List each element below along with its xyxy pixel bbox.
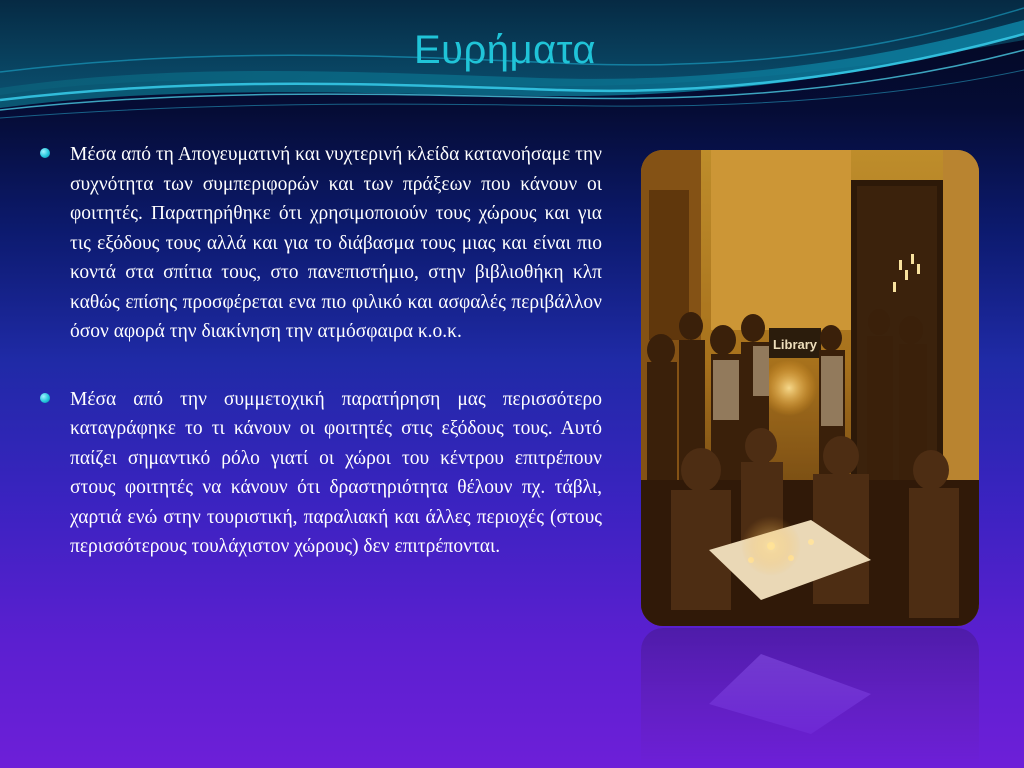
bullet-item-2	[40, 385, 602, 562]
bullet-icon	[40, 148, 50, 158]
slide-title: Ευρήματα	[413, 28, 597, 72]
bullet-icon	[40, 393, 50, 403]
bullet-list	[40, 140, 602, 600]
cafe-night-photo	[641, 150, 979, 626]
bullet-item-1	[40, 140, 602, 347]
photo-reflection	[641, 628, 979, 768]
bullet-text-1: Μέσα από τη Απογευματινή και νυχτερινή κλείδα κατανοήσαμε την συχνότητα των συμπεριφορών και των πράξεων που κάνουν οι φοιτητές. Παρατηρήθηκε ότι χρησιμοποιούν τους χώρους και για τις εξόδους τους αλλά και για το διάβασμα τους μιας και είναι πιο κοντά στα σπίτια τους, στο πανεπιστήμιο, στην βιβλιοθήκη κλπ καθώς επίσης προσφέρεται ενα πιο φιλικό και ασφαλές περιβάλλον όσον αφορά την διακίνηση την ατμόσφαιρα κ.ο.κ.	[70, 144, 602, 342]
bullet-text-2: Μέσα από την συμμετοχική παρατήρηση μας περισσότερο καταγράφηκε το τι κάνουν οι φοιτητές στις εξόδους τους. Αυτό παίζει σημαντικό ρόλο γιατί οι χώροι του κέντρου επιτρέπουν στους φοιτητές να κάνουν ότι δραστηριότητα θέλουν πχ. τάβλι, χαρτιά ενώ στην τουριστική, παραλιακή και άλλες περιοχές (στους περισσότερους τουλάχιστον χώρους) δεν επιτρέπονται.	[70, 388, 602, 557]
library-sign: Library	[772, 337, 818, 352]
